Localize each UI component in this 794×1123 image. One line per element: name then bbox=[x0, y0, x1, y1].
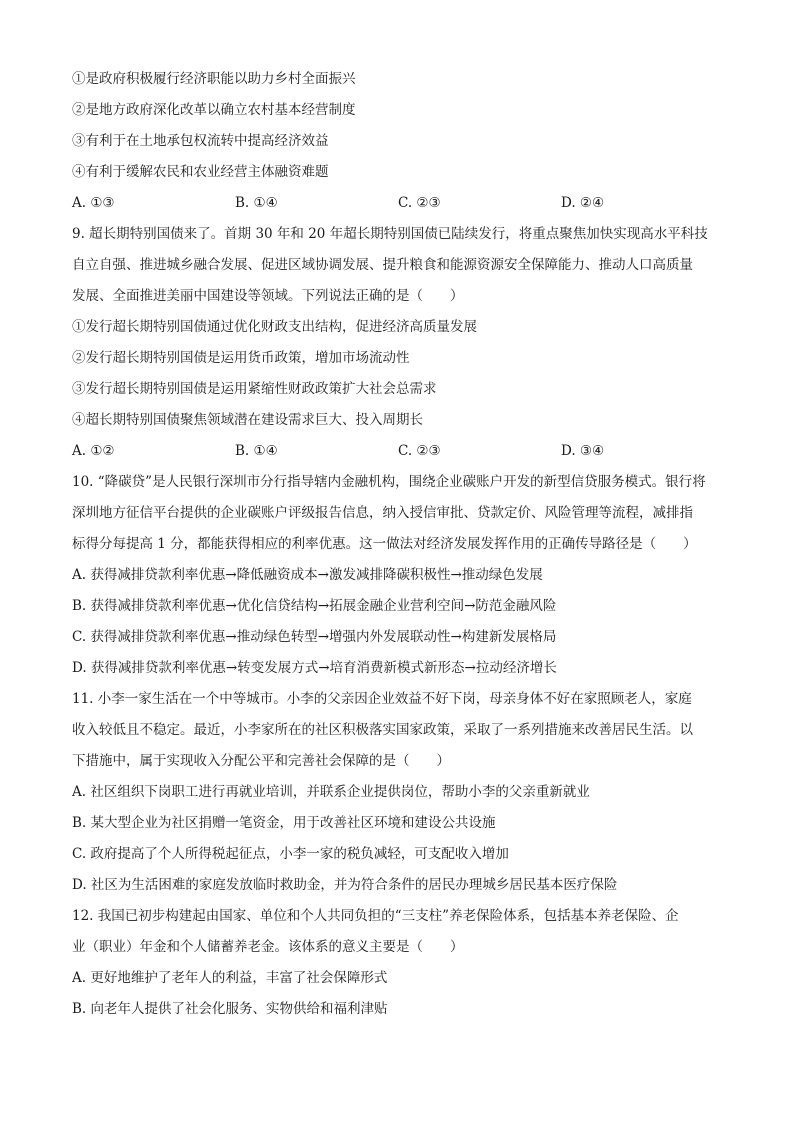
q8-choice-c: C. ②③ bbox=[398, 195, 441, 211]
q10-stem-line-1: 10. “降碳贷”是人民银行深圳市分行指导辖内金融机构，围绕企业碳账户开发的新型信贷服务模式。银行将 bbox=[72, 474, 706, 490]
q9-statement-3: ③发行超长期特别国债是运用紧缩性财政政策扩大社会总需求 bbox=[72, 381, 437, 397]
q9-stem-line-1: 9. 超长期特别国债来了。首期 30 年和 20 年超长期特别国债已陆续发行，将重点聚焦加快实现高水平科技 bbox=[72, 226, 708, 242]
q11-option-a: A. 社区组织下岗职工进行再就业培训，并联系企业提供岗位，帮助小李的父亲重新就业 bbox=[72, 784, 590, 800]
q8-choices bbox=[72, 188, 732, 219]
q9-choice-b: B. ①④ bbox=[235, 443, 278, 459]
q9-statement-2: ②发行超长期特别国债是运用货币政策，增加市场流动性 bbox=[72, 350, 410, 366]
q10-option-a: A. 获得减排贷款利率优惠→降低融资成本→激发减排降碳积极性→推动绿色发展 bbox=[72, 567, 543, 583]
q10-option-d: D. 获得减排贷款利率优惠→转变发展方式→培育消费新模式新形态→拉动经济增长 bbox=[72, 660, 557, 676]
q8-statement-3: ③有利于在土地承包权流转中提高经济效益 bbox=[72, 133, 329, 149]
q12-stem-line-2: 业（职业）年金和个人储蓄养老金。该体系的意义主要是（ ） bbox=[72, 939, 464, 955]
q9-choice-a: A. ①② bbox=[72, 443, 115, 459]
q10-option-b: B. 获得减排贷款利率优惠→优化信贷结构→拓展金融企业营利空间→防范金融风险 bbox=[72, 598, 557, 614]
q10-option-c: C. 获得减排贷款利率优惠→推动绿色转型→增强内外发展联动性→构建新发展格局 bbox=[72, 629, 557, 645]
q12-option-a: A. 更好地维护了老年人的利益，丰富了社会保障形式 bbox=[72, 970, 388, 986]
q8-statement-2: ②是地方政府深化改革以确立农村基本经营制度 bbox=[72, 102, 356, 118]
q8-choice-a: A. ①③ bbox=[72, 195, 115, 211]
q9-choice-d: D. ③④ bbox=[561, 443, 605, 459]
q9-statement-4: ④超长期特别国债聚焦领域潜在建设需求巨大、投入周期长 bbox=[72, 412, 423, 428]
q9-stem-line-3: 发展、全面推进美丽中国建设等领域。下列说法正确的是（ ） bbox=[72, 288, 464, 304]
q8-choice-b: B. ①④ bbox=[235, 195, 278, 211]
q11-stem-line-3: 下措施中，属于实现收入分配公平和完善社会保障的是（ ） bbox=[72, 753, 450, 769]
q12-option-b: B. 向老年人提供了社会化服务、实物供给和福利津贴 bbox=[72, 1001, 388, 1017]
q10-stem-line-2: 深圳地方征信平台提供的企业碳账户评级报告信息，纳入授信审批、贷款定价、风险管理等流程，减排指 bbox=[72, 505, 693, 521]
q11-stem-line-1: 11. 小李一家生活在一个中等城市。小李的父亲因企业效益不好下岗，母亲身体不好在家照顾老人，家庭 bbox=[72, 691, 692, 707]
q10-stem-line-3: 标得分每提高 1 分，都能获得相应的利率优惠。这一做法对经济发展发挥作用的正确传导路径是（ ） bbox=[72, 536, 697, 552]
q11-stem-line-2: 收入较低且不稳定。最近，小李家所在的社区积极落实国家政策，采取了一系列措施来改善居民生活。以 bbox=[72, 722, 693, 738]
q8-statement-4: ④有利于缓解农民和农业经营主体融资难题 bbox=[72, 164, 329, 180]
q9-stem-line-2: 自立自强、推进城乡融合发展、促进区域协调发展、提升粮食和能源资源安全保障能力、推动人口高质量 bbox=[72, 257, 693, 273]
q9-choice-c: C. ②③ bbox=[398, 443, 441, 459]
q8-choice-d: D. ②④ bbox=[561, 195, 605, 211]
q8-statement-1: ①是政府积极履行经济职能以助力乡村全面振兴 bbox=[72, 71, 356, 87]
q11-option-c: C. 政府提高了个人所得税起征点，小李一家的税负减轻，可支配收入增加 bbox=[72, 846, 509, 862]
q9-statement-1: ①发行超长期特别国债通过优化财政支出结构，促进经济高质量发展 bbox=[72, 319, 477, 335]
q12-stem-line-1: 12. 我国已初步构建起由国家、单位和个人共同负担的“三支柱”养老保险体系，包括基本养老保险、企 bbox=[72, 908, 679, 924]
q9-choices bbox=[72, 436, 732, 467]
q11-option-b: B. 某大型企业为社区捐赠一笔资金，用于改善社区环境和建设公共设施 bbox=[72, 815, 496, 831]
q11-option-d: D. 社区为生活困难的家庭发放临时救助金，并为符合条件的居民办理城乡居民基本医疗保险 bbox=[72, 877, 618, 893]
exam-page bbox=[72, 64, 732, 1025]
